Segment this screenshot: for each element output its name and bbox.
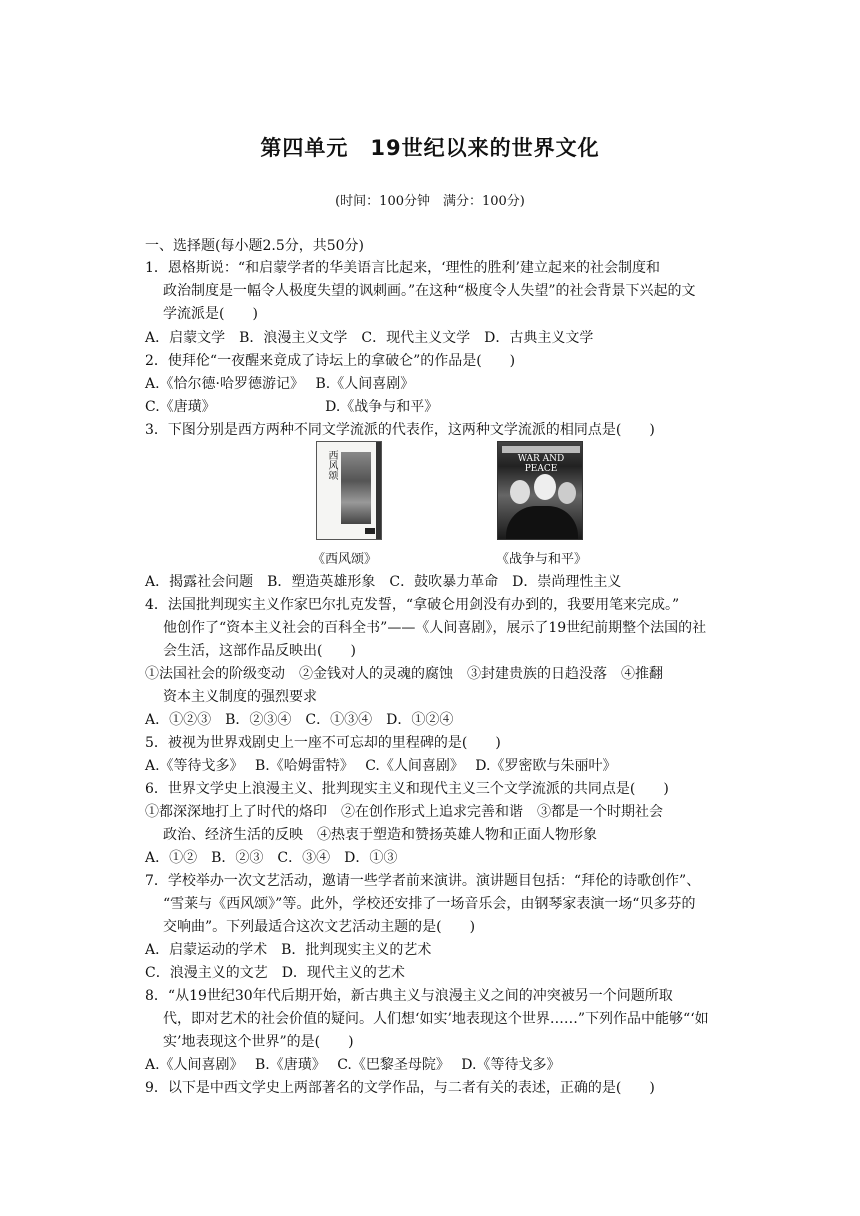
text-line: 1．恩格斯说：“和启蒙学者的华美语言比起来，‘理性的胜利’建立起来的社会制度和 (145, 260, 660, 276)
text-line: 2．使拜伦“一夜醒来竟成了诗坛上的拿破仑”的作品是( ) (145, 352, 516, 369)
text-line: A．①②③ B．②③④ C．①③④ D．①②④ (145, 712, 454, 728)
caption-right: 《战争与和平》 (496, 552, 588, 567)
poster-band (502, 446, 580, 453)
page-title: 第四单元 19世纪以来的世界文化 (260, 136, 600, 160)
poster-figure-right (558, 482, 576, 504)
text-line: 学流派是( ) (163, 306, 258, 323)
text-line: 实’地表现这个世界”的是( ) (163, 1034, 354, 1050)
text-line: 代，即对艺术的社会价值的疑问。人们想‘如实’地表现这个世界……”下列作品中能够“‘如 (163, 1011, 709, 1027)
text-line: “雪莱与《西风颂》”等。此外，学校还安排了一场音乐会，由钢琴家表演一场“贝多芬的 (163, 896, 696, 912)
text-line: 政治制度是一幅令人极度失望的讽刺画。”在这种“极度令人失望”的社会背景下兴起的文 (163, 283, 696, 300)
text-line: ①都深深地打上了时代的烙印 ②在创作形式上追求完善和谐 ③都是一个时期社会 (145, 804, 663, 820)
text-line: A．①② B．②③ C．③④ D．①③ (145, 850, 398, 866)
poster-title: WAR AND PEACE (517, 454, 565, 474)
text-line: A.《人间喜剧》 B.《唐璜》 C.《巴黎圣母院》 D.《等待戈多》 (145, 1057, 561, 1073)
text-line: 5．被视为世界戏剧史上一座不可忘却的里程碑的是( ) (145, 735, 501, 751)
text-line: 7．学校举办一次文艺活动，邀请一些学者前来演讲。演讲题目包括：“拜伦的诗歌创作”、 (145, 873, 701, 889)
text-line: C.《唐璜》 D.《战争与和平》 (145, 399, 439, 416)
text-line: A.《恰尔德·哈罗德游记》 B.《人间喜剧》 (145, 376, 415, 392)
book-title: 西风颂 (326, 450, 337, 480)
exam-info: (时间：100分钟 满分：100分) (335, 194, 525, 209)
poster-figures-body (506, 506, 578, 540)
book-illustration (341, 452, 371, 524)
poster-figure-left (510, 480, 530, 504)
text-line: C．浪漫主义的文艺 D．现代主义的艺术 (145, 965, 405, 981)
text-line: A．揭露社会问题 B．塑造英雄形象 C．鼓吹暴力革命 D．崇尚理性主义 (145, 574, 622, 590)
book-barcode (365, 528, 375, 534)
text-line: 4．法国批判现实主义作家巴尔扎克发誓，“拿破仑用剑没有办到的，我要用笔来完成。” (145, 597, 680, 613)
text-line: A．启蒙文学 B．浪漫主义文学 C．现代主义文学 D．古典主义文学 (145, 329, 594, 346)
book-spine (376, 442, 381, 539)
book-cover-image (316, 441, 382, 540)
poster-figure-center (534, 474, 556, 500)
text-line: 3．下图分别是西方两种不同文学流派的代表作，这两种文学流派的相同点是( ) (145, 422, 655, 439)
text-line: 资本主义制度的强烈要求 (163, 689, 317, 705)
text-line: 9．以下是中西文学史上两部著名的文学作品，与二者有关的表述，正确的是( ) (145, 1080, 655, 1096)
movie-poster-image (497, 441, 583, 540)
caption-left: 《西风颂》 (312, 552, 378, 567)
text-line: 他创作了“资本主义社会的百科全书”——《人间喜剧》，展示了19世纪前期整个法国的社 (163, 620, 707, 636)
text-line: A.《等待戈多》 B.《哈姆雷特》 C.《人间喜剧》 D.《罗密欧与朱丽叶》 (145, 758, 617, 774)
text-line: A．启蒙运动的学术 B．批判现实主义的艺术 (145, 942, 432, 958)
text-line: 政治、经济生活的反映 ④热衷于塑造和赞扬英雄人物和正面人物形象 (163, 827, 597, 843)
text-line: 会生活，这部作品反映出( ) (163, 643, 356, 659)
text-line: 6．世界文学史上浪漫主义、批判现实主义和现代主义三个文学流派的共同点是( ) (145, 781, 669, 797)
text-line: 交响曲”。下列最适合这次文艺活动主题的是( ) (163, 919, 476, 935)
section-heading: 一、选择题(每小题2.5分，共50分) (145, 238, 365, 254)
text-line: ①法国社会的阶级变动 ②金钱对人的灵魂的腐蚀 ③封建贵族的日趋没落 ④推翻 (145, 666, 663, 682)
text-line: 8．“从19世纪30年代后期开始，新古典主义与浪漫主义之间的冲突被另一个问题所取 (145, 988, 673, 1004)
